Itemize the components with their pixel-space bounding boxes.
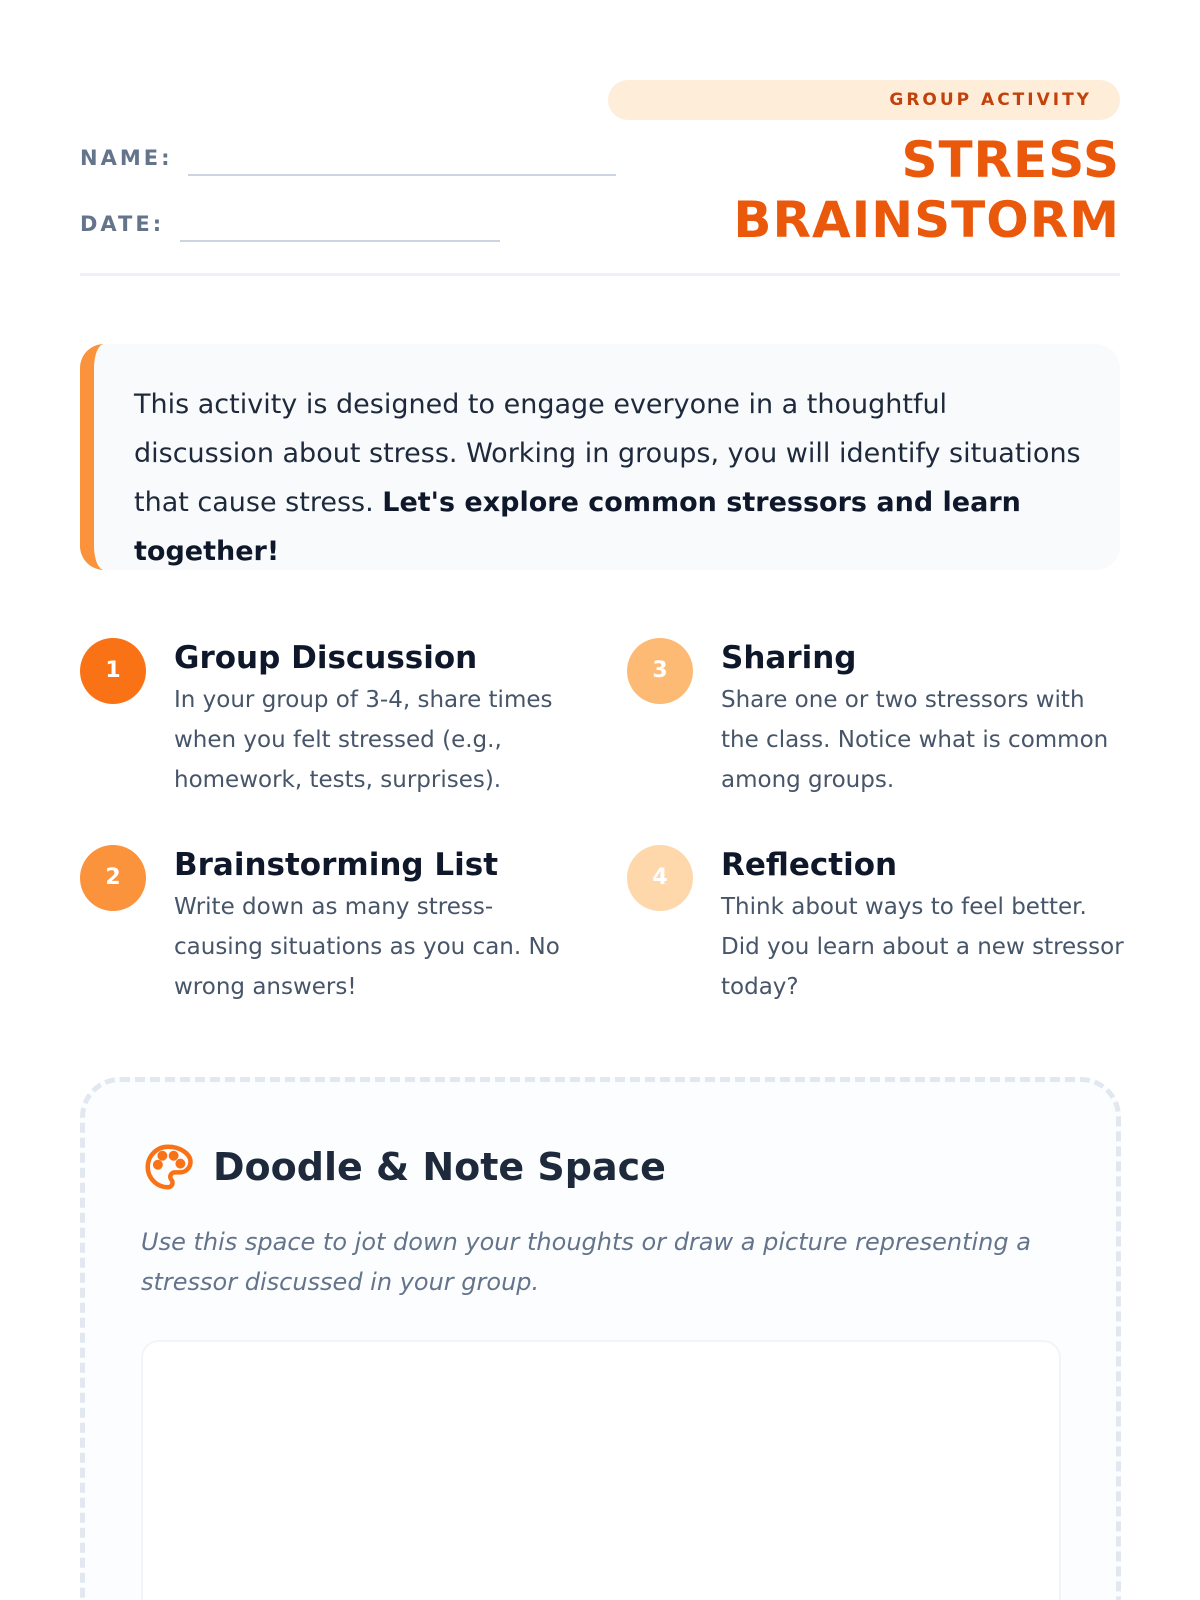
name-field xyxy=(80,146,616,170)
date-line[interactable] xyxy=(180,240,500,242)
steps-grid xyxy=(80,638,1124,1018)
step-body xyxy=(174,638,580,800)
step-number-badge: 3 xyxy=(627,638,693,704)
step-number-badge: 1 xyxy=(80,638,146,704)
step-title: Sharing xyxy=(721,640,857,676)
doodle-drawing-area[interactable] xyxy=(141,1340,1061,1600)
worksheet-header xyxy=(80,80,1120,276)
activity-badge: GROUP ACTIVITY xyxy=(608,80,1120,120)
intro-body: This activity is designed to engage everyone in a thoughtful discussion about stress. Working in groups, you will identify situations that cause stress. xyxy=(134,389,1081,518)
name-label: NAME: xyxy=(80,146,173,170)
intro-emphasis: Let's explore common stressors and learn together! xyxy=(134,487,1021,567)
title-line-2: BRAINSTORM xyxy=(733,191,1120,249)
step-description: Write down as many stress-causing situations as you can. No wrong answers! xyxy=(174,894,560,1000)
step-description: Share one or two stressors with the class. Notice what is common among groups. xyxy=(721,687,1109,793)
step-title: Reflection xyxy=(721,847,898,883)
doodle-header xyxy=(141,1140,666,1194)
step-body xyxy=(174,845,580,1007)
date-label: DATE: xyxy=(80,212,165,236)
step-body xyxy=(721,638,1127,800)
step-number-badge: 4 xyxy=(627,845,693,911)
step-title: Group Discussion xyxy=(174,640,478,676)
title-line-1: STRESS xyxy=(901,131,1120,189)
step-description: Think about ways to feel better. Did you learn about a new stressor today? xyxy=(721,894,1124,1000)
intro-text xyxy=(134,380,1090,576)
name-line[interactable] xyxy=(188,174,616,176)
intro-callout xyxy=(80,344,1120,570)
doodle-section xyxy=(80,1077,1121,1600)
page-title xyxy=(733,130,1120,250)
step-number-badge: 2 xyxy=(80,845,146,911)
palette-icon xyxy=(141,1140,195,1194)
step-description: In your group of 3-4, share times when you felt stressed (e.g., homework, tests, surprises). xyxy=(174,687,553,793)
step-body xyxy=(721,845,1127,1007)
doodle-title: Doodle & Note Space xyxy=(213,1145,666,1189)
step-title: Brainstorming List xyxy=(174,847,499,883)
date-field xyxy=(80,212,500,236)
doodle-description: Use this space to jot down your thoughts or draw a picture representing a stressor discussed in your group. xyxy=(141,1228,1031,1296)
